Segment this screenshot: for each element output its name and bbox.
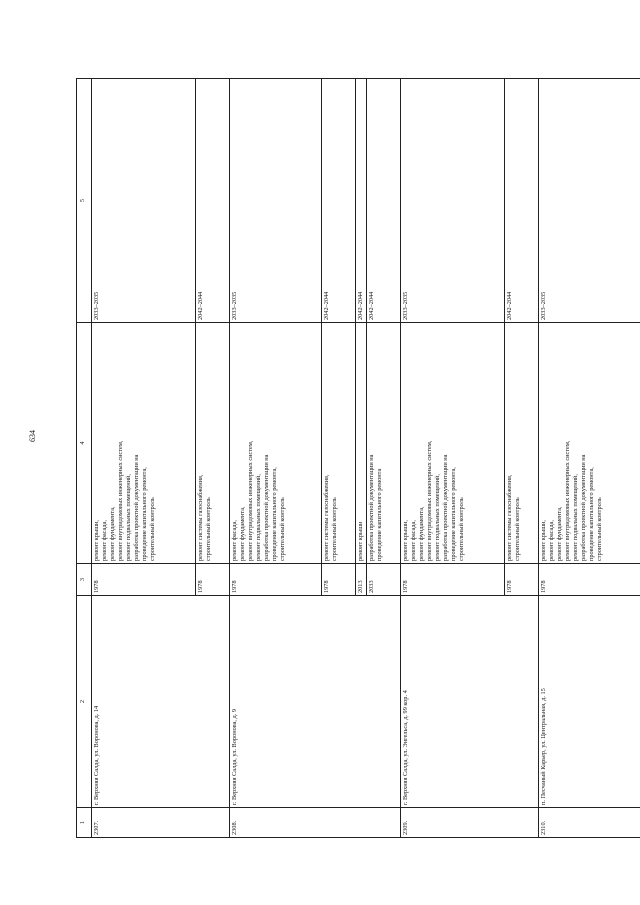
works-cell [367, 323, 401, 564]
table-row [539, 79, 640, 838]
table-body [92, 79, 640, 838]
work-item: ремонт подвальных помещений, [125, 474, 133, 561]
work-item: ремонт фундамента, [418, 506, 426, 561]
table-row [401, 79, 505, 838]
period-cell: 2042–2044 [196, 79, 230, 323]
period-cell: 2033–2035 [539, 79, 640, 323]
work-item: проведение капитального ремонта, [450, 467, 458, 561]
period-cell: 2042–2044 [322, 79, 356, 323]
work-item: ремонт внутридомовых инженерных систем, [564, 440, 572, 561]
work-item: разработка проектной документации на [368, 454, 376, 561]
work-item: строительный контроль [331, 497, 339, 561]
work-item: ремонт крыши, [93, 519, 100, 561]
header-col-1: 1 [77, 808, 92, 838]
page-number: 634 [28, 430, 37, 442]
address-cell: г. Верхняя Салда, ул. Воронова, д. 9 [230, 596, 401, 808]
work-item: ремонт фасада, [231, 520, 238, 561]
works-cell [539, 323, 640, 564]
work-item: проведение капитального ремонта, [271, 467, 279, 561]
period-cell: 2033–2035 [401, 79, 505, 323]
works-cell [92, 323, 196, 564]
work-item: ремонт крыши, [402, 519, 410, 561]
works-cell [196, 323, 230, 564]
table-row [92, 79, 196, 838]
work-item: ремонт системы газоснабжения, [506, 474, 514, 561]
year-cell: 1978 [322, 564, 356, 596]
header-col-2: 2 [77, 596, 92, 808]
work-item: разработка проектной документации на [442, 454, 450, 561]
row-number-cell: 2309. [401, 808, 539, 838]
period-cell: 2042–2044 [356, 79, 367, 323]
work-item: ремонт внутридомовых инженерных систем, [426, 440, 434, 561]
address-cell: г. Верхняя Салда, ул. Воронова, д. 14 [92, 596, 230, 808]
work-item: ремонт фундамента, [556, 506, 564, 561]
work-item: строительный контроль [458, 497, 466, 561]
work-item: разработка проектной документации на [580, 454, 588, 561]
work-item: ремонт системы газоснабжения, [323, 474, 330, 561]
header-col-4: 4 [77, 323, 92, 564]
work-item: строительный контроль [149, 497, 157, 561]
works-cell [322, 323, 356, 564]
work-item: ремонт внутридомовых инженерных систем, [117, 440, 125, 561]
period-cell: 2042–2044 [505, 79, 539, 323]
work-item: ремонт фундамента, [109, 506, 117, 561]
year-cell: 1978 [230, 564, 322, 596]
address-cell: п. Песчаный Карьер, ул. Центральная, д. 15 [539, 596, 640, 808]
row-number-cell: 2308. [230, 808, 401, 838]
work-item: ремонт фасада, [548, 520, 556, 561]
year-cell: 2013 [356, 564, 367, 596]
work-item: ремонт подвальных помещений, [434, 474, 442, 561]
year-cell: 1978 [539, 564, 640, 596]
year-cell: 1978 [505, 564, 539, 596]
table-row [230, 79, 322, 838]
work-item: ремонт подвальных помещений, [255, 474, 263, 561]
rotated-table-container [76, 79, 604, 838]
work-item: строительный контроль [279, 497, 287, 561]
work-item: ремонт крыши, [540, 519, 548, 561]
work-item: строительный контроль [205, 497, 213, 561]
work-item: проведение капитального ремонта, [588, 467, 596, 561]
period-cell: 2042–2044 [367, 79, 401, 323]
year-cell: 1978 [196, 564, 230, 596]
period-cell: 2033–2035 [230, 79, 322, 323]
work-item: ремонт фундамента, [239, 506, 247, 561]
work-item: строительный контроль [514, 497, 522, 561]
work-item: строительный контроль [596, 497, 604, 561]
row-number-cell: 2310. [539, 808, 640, 838]
work-item: ремонт системы газоснабжения, [197, 474, 204, 561]
capital-repair-table [76, 78, 640, 838]
works-cell [505, 323, 539, 564]
header-col-3: 3 [77, 564, 92, 596]
period-cell: 2033–2035 [92, 79, 196, 323]
work-item: разработка проектной документации на [133, 454, 141, 561]
address-cell: г. Верхняя Салда, ул. Энгельса, д. 99 кор. 4 [401, 596, 539, 808]
work-item: ремонт фасада, [101, 520, 109, 561]
year-cell: 1978 [401, 564, 505, 596]
year-cell: 1978 [92, 564, 196, 596]
works-cell [230, 323, 322, 564]
works-cell [401, 323, 505, 564]
work-item: проведение капитального ремонта, [141, 467, 149, 561]
header-row [77, 79, 92, 838]
work-item: ремонт подвальных помещений, [572, 474, 580, 561]
works-cell [356, 323, 367, 564]
work-item: ремонт крыши [357, 521, 364, 561]
work-item: ремонт фасада, [410, 520, 418, 561]
work-item: разработка проектной документации на [263, 454, 271, 561]
work-item: проведение капитального ремонта [376, 468, 384, 561]
header-col-5: 5 [77, 79, 92, 323]
work-item: ремонт внутридомовых инженерных систем, [247, 440, 255, 561]
year-cell: 2033 [367, 564, 401, 596]
row-number-cell: 2307. [92, 808, 230, 838]
